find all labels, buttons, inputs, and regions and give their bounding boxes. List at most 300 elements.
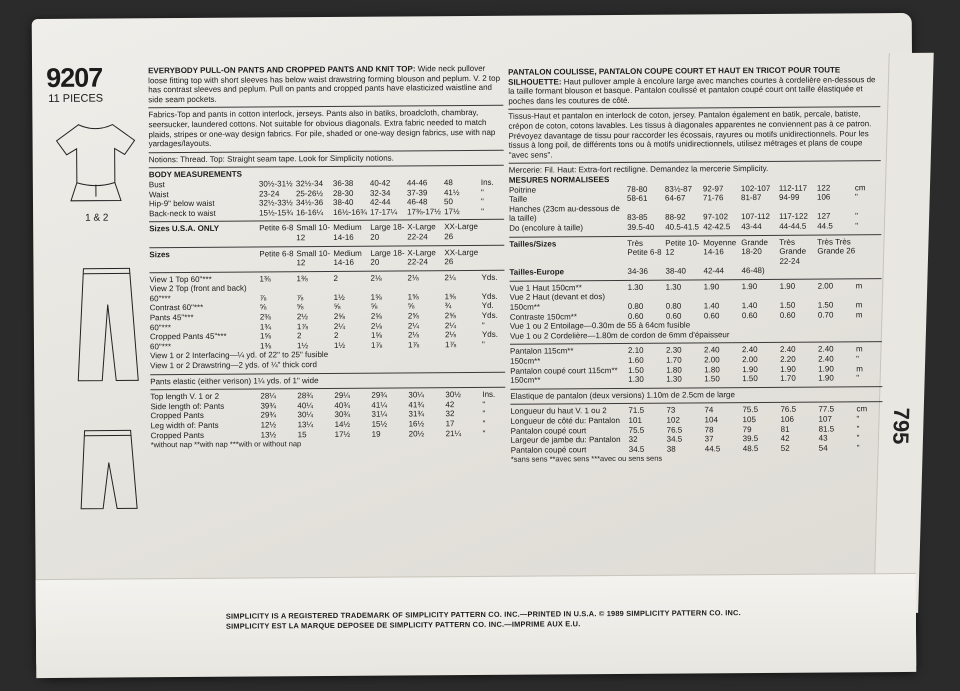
row-value: 15 <box>297 429 307 439</box>
pantalon-row <box>510 373 882 385</box>
row-value: 78 <box>704 424 714 434</box>
row-value: 106 <box>780 414 794 424</box>
row-label: Taille <box>508 194 528 204</box>
en-notions: Notions: Thread. Top: Straight seam tape. Look for Simplicity notions. <box>148 153 394 165</box>
fr-tailles-europe <box>509 265 881 277</box>
row-label: Largeur de jambe du: Pantalon <box>510 435 621 445</box>
measure-row <box>149 207 504 219</box>
row-value: 1.50 <box>817 300 834 310</box>
row-value: 58-61 <box>626 193 648 204</box>
row-value: 15½-15¾ <box>259 207 293 218</box>
row-value: 81.5 <box>818 424 835 434</box>
row-value: 30½ <box>445 390 461 400</box>
row-value: 127 <box>817 211 831 221</box>
row-value: 0.80 <box>665 301 682 311</box>
row-value: 38-40 <box>332 197 354 208</box>
row-value: 1⅝ <box>444 292 456 302</box>
row-value: 2 <box>333 273 339 283</box>
row-label: Contraste 150cm** <box>509 311 577 322</box>
row-value: 1.50 <box>742 374 758 384</box>
size-label: Tailles-Europe <box>509 267 565 278</box>
size-value: Grande 18-20 <box>741 237 769 257</box>
row-value: 79 <box>742 424 752 434</box>
row-value: 1.30 <box>627 282 644 292</box>
row-label: Do (encolure à taille) <box>509 223 584 233</box>
row-label: Leg width of: Pants <box>150 420 219 431</box>
row-value: 122 <box>816 183 831 193</box>
row-value: 41½ <box>443 187 460 197</box>
footer-line-1: SIMPLICITY IS A REGISTERED TRADEMARK OF SIMPLICITY PATTERN CO. INC.—PRINTED IN U.S.A. © 1989 SIMPLICITY PATTERN CO. INC. <box>225 608 741 621</box>
row-value: 44.5 <box>817 221 833 231</box>
row-value: 34.5 <box>666 434 683 444</box>
size-label: Sizes <box>149 249 170 259</box>
row-label: Pantalon coupé court <box>510 425 587 436</box>
row-value: 2¼ <box>444 320 457 330</box>
row-unit: " <box>856 373 860 383</box>
row-value: 1.50 <box>704 374 720 384</box>
row-value: 76.5 <box>666 425 683 435</box>
row-unit: " <box>481 339 485 349</box>
en-interfacing: View 1 or 2 Interfacing—¼ yd. of 22" to 25" fusible <box>150 350 329 361</box>
row-label: Back-neck to waist <box>149 208 216 218</box>
row-unit: m <box>855 300 863 310</box>
row-value: 41¾ <box>408 400 425 410</box>
row-unit: m <box>856 344 863 354</box>
row-value: 2 <box>333 331 339 341</box>
row-label: View 1 Top 60"*** <box>149 274 212 284</box>
en-sizes <box>149 247 504 269</box>
size-value: Small 10-12 <box>296 223 331 243</box>
size-value: Medium 14-16 <box>333 223 362 242</box>
size-value: X-Large 22-24 <box>407 247 436 267</box>
fr-metrage-table <box>510 281 882 322</box>
row-value: 29¼ <box>334 391 350 401</box>
row-value: 1.30 <box>666 374 682 384</box>
row-value: 88-92 <box>665 212 686 222</box>
row-value: 102 <box>666 415 680 425</box>
row-unit: Yds. <box>481 330 498 340</box>
row-unit: cm <box>854 182 866 192</box>
row-value: 34.5 <box>628 444 645 454</box>
row-value: 2.40 <box>780 345 796 355</box>
row-value: 76.5 <box>780 405 797 415</box>
row-value: 50 <box>443 197 453 207</box>
row-value: 75.5 <box>742 405 759 415</box>
row-value: 46-48 <box>406 197 428 207</box>
row-value: 42 <box>445 399 455 410</box>
row-value: 0.60 <box>779 310 796 320</box>
row-value: 1.90 <box>818 373 834 383</box>
row-value: 1.90 <box>779 281 796 291</box>
row-value: 30½-31½ <box>258 179 293 189</box>
row-value: 2¼ <box>333 321 346 331</box>
edge-code: 795 <box>888 407 915 445</box>
row-value: 32 <box>445 409 455 419</box>
row-label: Contrast 60"*** <box>149 303 204 313</box>
row-value: 81 <box>780 424 790 434</box>
row-unit: " <box>481 206 484 216</box>
row-value: 1.80 <box>666 365 682 375</box>
en-fabrics: Fabrics-Top and pants in cotton interlock, jerseys. Pants also in batiks, broadcloth, chambray, seersucker, laundered cottons. Not suitable for obvious diagonals. Extra fabric needed to match plaids, stripes or one-way design fabrics. For pile, shaded or one-way design fabrics, use with nap yardages/layouts. <box>148 108 496 149</box>
row-unit: " <box>856 433 860 443</box>
row-value: 117-122 <box>779 211 808 222</box>
row-value: 29¾ <box>260 410 277 420</box>
row-value: 2.40 <box>742 345 758 355</box>
row-label: Vue 1 Haut 150cm** <box>509 283 582 293</box>
size-value: Small 10-12 <box>296 248 331 268</box>
size-label: Sizes U.S.A. ONLY <box>149 224 220 234</box>
row-value: 71.5 <box>628 406 645 416</box>
row-value: 19 <box>371 429 381 439</box>
row-label: Poitrine <box>508 185 537 195</box>
row-value: 2½ <box>296 312 308 322</box>
row-unit: m <box>855 281 863 291</box>
row-value: 28¾ <box>297 391 313 401</box>
row-label: Longueur de côté du: Pantalon <box>510 415 620 426</box>
row-value: 78-80 <box>626 184 648 194</box>
tailles-europe-row <box>509 265 881 277</box>
size-value: Petite 6-8 <box>259 248 294 258</box>
row-value: 15½ <box>371 419 388 429</box>
row-value: 41¼ <box>371 400 388 410</box>
row-value: 31¾ <box>408 409 425 419</box>
row-value: 64-67 <box>664 193 686 203</box>
row-label: Cropped Pants <box>150 411 204 421</box>
row-value: 94-99 <box>778 192 800 202</box>
fr-footnote: *sans sens **avec sens ***avec ou sens sens <box>510 454 663 465</box>
row-value: 23-24 <box>258 188 280 199</box>
fr-description: Haut pullover ample à encolure large avec manches courtes à cordelière en-dessous de la taille formant blouson et basque. Pantalon coulissé et pantalon coupé court ont taille élastiquée et poches dans les coutures de côté. <box>508 74 876 106</box>
row-value: 2.40 <box>818 354 834 364</box>
row-value: 1⅝ <box>407 292 419 302</box>
row-value: 2¼ <box>407 321 420 331</box>
row-value: 17-17¼ <box>370 207 398 217</box>
fr-longueurs-table <box>510 405 882 456</box>
row-value: 28¼ <box>260 391 276 401</box>
row-value: 73 <box>666 406 676 416</box>
row-value: 77.5 <box>818 404 835 415</box>
fr-elastique: Elastique de pantalon (deux versions) 1.10m de 2.5cm de large <box>510 389 735 401</box>
row-value: 13¼ <box>297 420 314 430</box>
pattern-pieces: 11 PIECES <box>48 92 104 105</box>
row-value: 0.60 <box>741 310 758 320</box>
row-value: 2⅝ <box>444 311 456 321</box>
row-value: 71-76 <box>702 193 724 203</box>
row-value: 1½ <box>333 340 346 350</box>
row-value: 1⅞ <box>407 340 420 350</box>
en-sizes-usa <box>149 222 504 244</box>
row-label: Longueur du haut V. 1 ou 2 <box>510 406 607 417</box>
row-value: 1.50 <box>628 365 644 375</box>
en-finished-table <box>150 390 505 440</box>
footer-line-2: SIMPLICITY EST LA MARQUE DEPOSEE DE SIMPLICITY PATTERN CO. INC.—IMPRIME AUX E.U. <box>225 619 581 631</box>
fr-tailles <box>509 237 881 268</box>
cropped-pants-sketch <box>73 426 144 516</box>
row-value: 107-112 <box>741 212 770 222</box>
en-yardage-table <box>150 272 506 351</box>
row-value: 1.50 <box>779 300 796 310</box>
row-value: 75.5 <box>628 425 645 435</box>
row-value: 2⅛ <box>407 330 420 340</box>
row-value: 43-44 <box>741 221 762 232</box>
row-label: 150cm** <box>510 356 541 366</box>
en-title: EVERYBODY PULL-ON PANTS AND CROPPED PANTS AND KNIT TOP: <box>148 64 416 76</box>
row-value: 1⅝ <box>370 330 383 340</box>
row-value: 1¾ <box>259 322 272 332</box>
row-value: 81-87 <box>740 193 762 203</box>
yardage-row <box>150 282 505 304</box>
row-label: Side length of: Pants <box>150 401 225 412</box>
en-body-heading: BODY MEASUREMENTS <box>148 169 243 180</box>
row-unit: " <box>480 187 484 197</box>
row-value: 38 <box>666 444 676 454</box>
row-value: 1⅜ <box>296 273 308 283</box>
row-unit: " <box>481 320 485 330</box>
row-value: 14½ <box>334 419 351 429</box>
size-value: Moyenne 14-16 <box>703 237 737 257</box>
row-label: Cropped Pants 45"*** <box>149 331 227 342</box>
row-value: 83½-87 <box>664 184 693 194</box>
row-value: 17½ <box>444 206 460 216</box>
row-unit: " <box>482 428 486 438</box>
row-value: 32½-33½ <box>258 198 293 208</box>
size-value: 42-44 <box>703 266 724 276</box>
row-value: 54 <box>818 443 828 453</box>
size-value: Large 18-20 <box>370 247 405 267</box>
row-value: 0.60 <box>627 311 644 321</box>
views-label: 1 & 2 <box>85 212 109 224</box>
row-value: 1⅜ <box>259 341 272 351</box>
size-value: 46-48) <box>741 266 765 276</box>
row-value: 1.90 <box>742 364 758 374</box>
mesure-row <box>509 202 881 224</box>
size-value: XX-Large 26 <box>444 222 479 242</box>
row-value: 107 <box>818 414 832 424</box>
row-unit: m <box>855 309 863 319</box>
row-value: 39.5 <box>742 434 759 444</box>
row-value: 0.60 <box>703 310 720 321</box>
row-value: 28-30 <box>332 188 354 198</box>
row-value: 2⅛ <box>370 321 383 331</box>
row-value: ⅝ <box>370 302 378 312</box>
size-value: 34-36 <box>627 267 648 277</box>
row-value: 44-44.5 <box>779 221 807 231</box>
row-value: 74 <box>704 405 714 415</box>
row-value: 2⅝ <box>370 311 382 321</box>
row-value: ⅞ <box>296 293 304 303</box>
row-value: 1.30 <box>628 375 644 385</box>
row-value: 1⅝ <box>259 331 272 341</box>
row-unit: Ins. <box>480 177 494 187</box>
row-value: 32½-34 <box>295 178 324 189</box>
row-unit: " <box>854 192 858 202</box>
row-value: 2⅝ <box>407 311 419 321</box>
row-value: 37 <box>704 434 714 444</box>
row-label: Cropped Pants <box>150 430 205 440</box>
row-value: 29¾ <box>371 390 387 400</box>
row-unit: " <box>855 221 859 231</box>
row-value: 0.60 <box>665 311 682 321</box>
row-label: 60"*** <box>149 341 172 352</box>
sizes-usa-row <box>149 222 504 244</box>
mesure-row <box>509 221 881 233</box>
row-value: 48 <box>443 178 453 188</box>
envelope-tear-edge <box>873 53 934 613</box>
row-unit: " <box>480 197 484 207</box>
row-value: 42-42.5 <box>703 222 731 232</box>
row-unit: cm <box>856 404 868 414</box>
row-label: 150cm** <box>510 375 541 385</box>
row-value: 13½ <box>260 429 277 440</box>
row-value: 34½-36 <box>295 198 324 208</box>
row-value: 2.30 <box>666 345 682 356</box>
row-label: Pantalon 115cm** <box>510 346 574 357</box>
row-unit: " <box>856 423 860 433</box>
row-value: 2⅛ <box>407 273 419 283</box>
row-value: 1.60 <box>628 355 644 365</box>
size-value: Petite 6-8 <box>259 223 294 233</box>
row-label: Bust <box>148 180 165 190</box>
row-value: 1⅞ <box>296 321 309 331</box>
row-value: 44-46 <box>406 178 428 188</box>
row-label: Waist <box>148 189 169 199</box>
row-unit: Yds. <box>481 272 498 282</box>
row-value: ⅝ <box>333 302 341 312</box>
row-value: 1.90 <box>780 364 796 374</box>
fr-mercerie: Mercerie: Fil. Haut: Extra-fort rectiligne. Demandez la mercerie Simplicity. <box>508 164 769 176</box>
size-value: Très Très Grande 26 <box>817 236 856 256</box>
row-value: 83-85 <box>627 213 648 223</box>
row-label: 60"*** <box>149 322 171 332</box>
row-value: 2⅝ <box>333 311 345 322</box>
row-value: 17½ <box>334 429 351 439</box>
row-value: 1.40 <box>703 301 720 311</box>
row-value: 32 <box>628 435 638 445</box>
row-value: 2.10 <box>628 346 644 356</box>
row-value: 2.00 <box>817 281 834 291</box>
row-value: 1.90 <box>703 282 720 292</box>
row-value: 1½ <box>333 292 345 302</box>
row-label: Hip-9" below waist <box>148 198 215 209</box>
pants-sketch <box>71 264 142 384</box>
row-label: Vue 2 Haut (devant et dos) 150cm** <box>509 292 606 312</box>
row-unit: " <box>855 211 858 221</box>
size-value: Medium 14-16 <box>333 248 362 268</box>
row-value: 20½ <box>408 428 425 439</box>
row-label: Pantalon coupé court <box>510 444 587 455</box>
row-value: ¾ <box>444 301 452 311</box>
size-value: Très Petite 6-8 <box>627 238 662 258</box>
row-value: 105 <box>742 415 756 425</box>
row-label: Pants 45"*** <box>149 313 194 323</box>
row-unit: Yds. <box>481 291 498 301</box>
row-unit: " <box>856 354 859 364</box>
row-value: 102-107 <box>740 183 771 193</box>
en-elastic: Pants elastic (either verison) 1¼ yds. of 1" wide <box>150 375 319 386</box>
row-unit: Ins. <box>482 390 496 400</box>
pattern-envelope <box>32 13 917 677</box>
fr-title: PANTALON COULISSE, PANTALON COUPE COURT ET HAUT EN TRICOT POUR TOUTE SILHOUETTE: <box>508 65 841 87</box>
row-value: 30¼ <box>297 410 314 420</box>
row-value: 92-97 <box>702 183 724 193</box>
row-value: 106 <box>816 192 831 202</box>
row-value: 40¾ <box>334 400 351 410</box>
row-value: 1½ <box>296 341 309 351</box>
row-value: 1.30 <box>665 282 682 292</box>
size-value: X-Large 22-24 <box>407 222 436 242</box>
fr-pantalon-table <box>510 345 882 386</box>
row-value: 30¾ <box>334 410 351 420</box>
fr-entoilage: Vue 1 ou 2 Entoilage—0.30m de 55 à 64cm fusible <box>509 320 691 331</box>
row-value: 16½ <box>408 419 425 429</box>
row-value: 32-34 <box>369 188 391 198</box>
row-value: 17⅜-17½ <box>407 206 441 217</box>
row-value: ⅞ <box>259 293 267 303</box>
row-value: 25-26½ <box>295 188 324 198</box>
row-value: 36-38 <box>332 178 354 188</box>
row-value: 0.80 <box>627 301 644 311</box>
row-value: 97-102 <box>703 212 729 222</box>
row-value: 12½ <box>260 420 277 430</box>
row-value: 1.70 <box>666 355 682 365</box>
row-value: 2.20 <box>780 354 796 364</box>
row-value: 16½-16¾ <box>333 207 367 217</box>
row-unit: Yd. <box>481 301 494 311</box>
size-value: Très Grande 22-24 <box>779 237 807 266</box>
row-label: Top length V. 1 or 2 <box>150 392 220 402</box>
row-value: 52 <box>780 443 790 453</box>
en-drawstring: View 1 or 2 Drawstring—2 yds. of ¼" thick cord <box>150 360 317 371</box>
pattern-number: 9207 <box>46 62 103 93</box>
en-description: Wide neck pullover loose fitting top with short sleeves has below waist drawstring forming blouson and peplum. V. 2 top has contrast sleeves and peplum. Pull on pants and cropped pants have elasticized waistline and side seam pockets. <box>148 63 501 105</box>
row-label: Hanches (23cm au-dessous de la taille) <box>509 203 620 224</box>
row-value: 31¼ <box>371 410 388 420</box>
row-value: 1⅞ <box>444 339 457 350</box>
size-value: 38-40 <box>665 266 686 276</box>
row-value: 104 <box>704 415 718 425</box>
row-value: 2⅛ <box>444 330 457 340</box>
row-value: 43 <box>818 433 828 443</box>
french-column <box>508 65 883 465</box>
row-value: ⅝ <box>296 302 304 312</box>
tailles-row <box>509 237 881 268</box>
row-value: 21¼ <box>445 428 462 438</box>
fr-tissus: Tissus-Haut et pantalon en interlock de coton, jersey. Pantalon également en batik, percale, batiste, crépon de coton, cotons lavables. Les tissus à diagonales apparentes ne conviennent pas à ce patron. Prévoyez davantage de tissu pour raccorder les écossais, rayures ou motifs unidirectionnels. Pour les tissus à long poil, de différents tons ou à motifs unidirectionnels, utilisez métrages et plans de coupe "avec sens". <box>508 109 872 160</box>
row-value: 39.5-40 <box>627 222 655 232</box>
row-value: ⅝ <box>259 302 267 312</box>
top-sketch <box>50 118 141 214</box>
row-value: 2.00 <box>704 355 720 365</box>
row-value: 0.70 <box>817 310 834 320</box>
sizes-row <box>149 247 504 269</box>
row-value: 1.90 <box>741 281 758 292</box>
row-label: View 2 Top (front and back) 60"*** <box>149 283 247 304</box>
row-unit: Yds. <box>481 310 498 321</box>
row-value: 30¼ <box>408 390 424 400</box>
size-value: XX-Large 26 <box>444 247 479 267</box>
row-value: 101 <box>628 415 642 425</box>
row-value: 1.40 <box>741 301 758 311</box>
row-value: 48.5 <box>742 443 759 453</box>
en-measures-table <box>149 178 504 219</box>
row-value: 44.5 <box>704 444 721 454</box>
row-value: 42-44 <box>369 197 391 207</box>
fr-cordeliere: Vue 1 ou 2 Cordelière—1.80m de cordon de 6mm d'épaisseur <box>509 330 730 341</box>
row-unit: " <box>482 409 486 419</box>
row-value: 1⅝ <box>370 292 382 302</box>
row-value: 2.00 <box>742 355 758 365</box>
size-value: Petite 10-12 <box>665 237 700 257</box>
